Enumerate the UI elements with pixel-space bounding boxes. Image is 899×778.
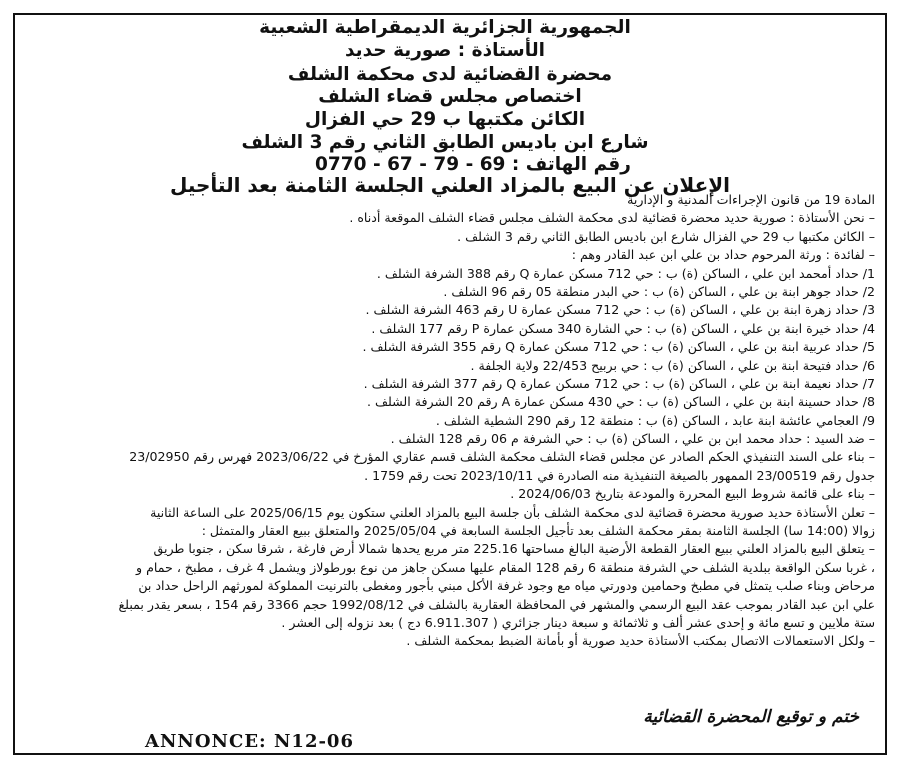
heir-item: 8/ حداد حسينة ابنة بن علي ، الساكن (ة) ب : حي 430 مسكن عمارة A رقم 20 الشرفة الشلف . bbox=[366, 394, 875, 410]
notice-body bbox=[23, 191, 875, 651]
header-republic: الجمهورية الجزائرية الديمقراطية الشعبية bbox=[259, 17, 631, 38]
heir-item: 3/ حداد زهرة ابنة بن علي ، الساكن (ة) ب : حي 712 مسكن عمارة U رقم 463 الشرفة الشلف . bbox=[365, 302, 875, 318]
header-phone: رقم الهاتف : 69 - 79 - 67 - 0770 bbox=[315, 154, 631, 175]
header-office-address: الكائن مكتبها ب 29 حي الفزال bbox=[304, 109, 586, 130]
notice-line: مرحاض وبناء صلب يتمثل في مطبخ وحمامين ودورتي مياه مع وجود غرفة الأكل مبني بأجور ومغطى بالترنيت المملوكة لمورثهم الراحل حداد بن bbox=[138, 578, 875, 594]
notice-line: ، غربا سكن الواقعة ببلدية الشلف حي الشرفة منطقة 6 رقم 128 المقام عليها مسكن جاهز من نوع بورطولاز ويشمل 4 غرف ، مطبخ ، حمام و bbox=[136, 559, 875, 575]
notice-line: علي ابن عبد القادر بموجب عقد البيع الرسمي والمشهر في المحافظة العقارية بالشلف في 1992/08/12 حجم 3366 رقم 154 ، بسعر يقدر بمبلغ bbox=[118, 596, 875, 612]
notice-line: – يتعلق البيع بالمزاد العلني ببيع العقار القطعة الأرضية البالغ مساحتها 225.16 متر مربع يحدها شمالا أرض فارغة ، شرقا سكن ، جنوبا طريق bbox=[153, 541, 875, 557]
notice-line: – نحن الأستاذة : صورية حديد محضرة قضائية لدى محكمة الشلف مجلس قضاء الشلف الموقعة أدناه . bbox=[349, 210, 875, 226]
header-bailiff-name: الأستاذة : صورية حديد bbox=[344, 40, 545, 61]
notice-frame bbox=[13, 13, 887, 755]
notice-line: زوالا (14:00 سا) الجلسة الثامنة بمقر محكمة الشلف بعد تأجيل الجلسة السابعة في 2025/05/04 والمتعلق ببيع العقار والمتمثل : bbox=[201, 523, 875, 539]
heir-item: 4/ حداد خيرة ابنة بن علي ، الساكن (ة) ب : حي الشارة 340 مسكن عمارة P رقم 177 الشلف . bbox=[371, 320, 875, 336]
header-street: شارع ابن باديس الطابق الثاني رقم 3 الشلف bbox=[241, 132, 649, 153]
heir-item: 1/ حداد أمحمد ابن علي ، الساكن (ة) ب : حي 712 مسكن عمارة Q رقم 388 الشرفة الشلف . bbox=[376, 265, 875, 281]
notice-line: – بناء على قائمة شروط البيع المحررة والمودعة بتاريخ 2024/06/03 . bbox=[510, 486, 875, 502]
notice-line: جدول رقم 23/00519 الممهور بالصيغة التنفيذية منه الصادرة في 2023/10/11 تحت رقم 1759 . bbox=[364, 467, 875, 483]
annonce-number: ANNONCE: N12-06 bbox=[145, 731, 354, 752]
notice-line: – لفائدة : ورثة المرحوم حداد بن علي ابن عبد القادر وهم : bbox=[571, 247, 875, 263]
heir-item: 2/ حداد جوهر ابنة بن علي ، الساكن (ة) ب : حي البدر منطقة 05 رقم 96 الشلف . bbox=[443, 283, 875, 299]
notice-line: – الكائن مكتبها ب 29 حي الفزال شارع ابن باديس الطابق الثاني رقم 3 الشلف . bbox=[457, 228, 875, 244]
heir-item: 7/ حداد نعيمة ابنة بن علي ، الساكن (ة) ب : حي 712 مسكن عمارة Q رقم 377 الشرفة الشلف . bbox=[363, 375, 875, 391]
notice-title: الإعلان عن البيع بالمزاد العلني الجلسة الثامنة بعد التأجيل bbox=[169, 173, 731, 197]
notice-line: ستة ملايين و تسع مائة و إحدى عشر ألف و ثلاثمائة و سبعة دينار جزائري ( 6.911.307 دج ) بعد نزوله إلى العشر . bbox=[281, 614, 875, 630]
signature-label: ختم و توقيع المحضرة القضائية bbox=[643, 707, 859, 727]
heir-item: 9/ العجامي عائشة ابنة عابد ، الساكن (ة) ب : منطقة 12 رقم 290 الشطية الشلف . bbox=[435, 412, 875, 428]
notice-line: – ولكل الاستعمالات الاتصال بمكتب الأستاذة حديد صورية أو بأمانة الضبط بمحكمة الشلف . bbox=[406, 633, 875, 649]
notice-line: – بناء على السند التنفيذي الحكم الصادر عن مجلس قضاء الشلف محكمة الشلف قسم عقاري المؤرخ في 2023/06/22 فهرس رقم 23/02950 bbox=[129, 449, 875, 465]
heir-item: 6/ حداد فتيحة ابنة بن علي ، الساكن (ة) ب : حي بربيح 22/453 ولاية الجلفة . bbox=[470, 357, 875, 373]
notice-line: – ضد السيد : حداد محمد ابن بن علي ، الساكن (ة) ب : حي الشرفة م 06 رقم 128 الشلف . bbox=[390, 431, 875, 447]
header-jurisdiction: اختصاص مجلس قضاء الشلف bbox=[318, 86, 582, 107]
header-court: محضرة القضائية لدى محكمة الشلف bbox=[287, 64, 613, 85]
notice-line: المادة 19 من قانون الإجراءات المدنية و الإدارية bbox=[627, 192, 875, 207]
heir-item: 5/ حداد عربية ابنة بن علي ، الساكن (ة) ب : حي 712 مسكن عمارة Q رقم 355 الشرفة الشلف . bbox=[362, 339, 875, 355]
notice-line: – تعلن الأستاذة حديد صورية محضرة قضائية لدى محكمة الشلف بأن جلسة البيع بالمزاد العلني ستكون يوم 2025/06/15 على الساعة الثانية bbox=[150, 504, 875, 520]
